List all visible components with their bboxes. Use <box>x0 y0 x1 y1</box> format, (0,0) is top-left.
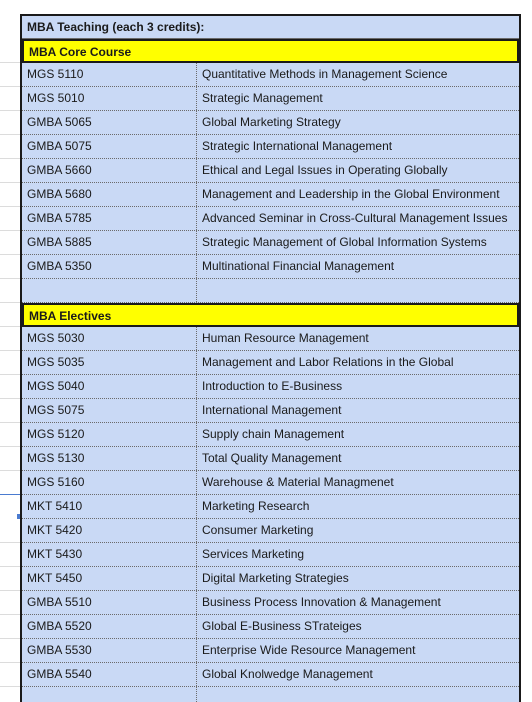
table-row[interactable] <box>22 375 519 399</box>
table-row[interactable] <box>22 135 519 159</box>
course-code-cell[interactable]: GMBA 5660 <box>22 159 197 182</box>
course-code-cell[interactable]: GMBA 5075 <box>22 135 197 158</box>
course-name-cell[interactable]: Global Knolwedge Management <box>202 667 373 681</box>
electives-section-label[interactable]: MBA Electives <box>29 309 112 323</box>
gridline <box>0 686 20 687</box>
table-row[interactable] <box>22 519 519 543</box>
gridline <box>0 662 20 663</box>
course-name-cell[interactable]: Multinational Financial Management <box>202 259 395 273</box>
table-row[interactable] <box>22 399 519 423</box>
gridline <box>0 470 20 471</box>
course-code-cell[interactable]: MGS 5075 <box>22 399 197 422</box>
table-row[interactable] <box>22 591 519 615</box>
core-section-header[interactable] <box>22 39 519 63</box>
empty-row[interactable] <box>22 687 519 702</box>
table-row[interactable] <box>22 447 519 471</box>
course-code-cell[interactable]: GMBA 5510 <box>22 591 197 614</box>
table-title[interactable]: MBA Teaching (each 3 credits): <box>27 20 205 34</box>
course-code-cell[interactable]: GMBA 5540 <box>22 663 197 686</box>
course-code-cell[interactable]: MGS 5010 <box>22 87 197 110</box>
course-name-cell[interactable]: Services Marketing <box>202 547 305 561</box>
empty-cell[interactable] <box>22 687 197 702</box>
gridline <box>0 422 20 423</box>
gridline <box>0 86 20 87</box>
gridline <box>0 110 20 111</box>
electives-section-header[interactable] <box>22 303 519 327</box>
course-name-cell[interactable]: Management and Labor Relations in the Global <box>202 355 454 369</box>
course-code-cell[interactable]: MKT 5450 <box>22 567 197 590</box>
table-row[interactable] <box>22 471 519 495</box>
course-name-cell[interactable]: Marketing Research <box>202 499 310 513</box>
course-code-cell[interactable]: MGS 5040 <box>22 375 197 398</box>
course-name-cell[interactable]: Ethical and Legal Issues in Operating Globally <box>202 163 448 177</box>
course-name-cell[interactable]: Business Process Innovation & Management <box>202 595 441 609</box>
course-name-cell[interactable]: Strategic Management <box>202 91 323 105</box>
course-name-cell[interactable]: Strategic International Management <box>202 139 393 153</box>
course-code-cell[interactable]: GMBA 5885 <box>22 231 197 254</box>
course-name-cell[interactable]: Consumer Marketing <box>202 523 314 537</box>
course-name-cell[interactable]: Digital Marketing Strategies <box>202 571 349 585</box>
gridline <box>0 230 20 231</box>
course-code-cell[interactable]: GMBA 5785 <box>22 207 197 230</box>
gridline <box>0 638 20 639</box>
table-row[interactable] <box>22 183 519 207</box>
gridline <box>0 542 20 543</box>
course-code-cell[interactable]: GMBA 5065 <box>22 111 197 134</box>
course-name-cell[interactable]: Introduction to E-Business <box>202 379 343 393</box>
empty-cell[interactable] <box>22 279 197 302</box>
course-code-cell[interactable]: MGS 5030 <box>22 327 197 350</box>
table-row[interactable] <box>22 663 519 687</box>
course-name-cell[interactable]: Strategic Management of Global Information Systems <box>202 235 487 249</box>
course-name-cell[interactable]: Human Resource Management <box>202 331 369 345</box>
core-section-label[interactable]: MBA Core Course <box>29 45 132 59</box>
course-code-cell[interactable]: MKT 5410 <box>22 495 197 518</box>
gridline <box>0 62 20 63</box>
table-row[interactable] <box>22 255 519 279</box>
gridline <box>0 134 20 135</box>
table-row[interactable] <box>22 543 519 567</box>
gridline <box>0 350 20 351</box>
course-code-cell[interactable]: MGS 5110 <box>22 63 197 86</box>
course-name-cell[interactable]: International Management <box>202 403 342 417</box>
table-row[interactable] <box>22 423 519 447</box>
course-code-cell[interactable]: MGS 5160 <box>22 471 197 494</box>
table-row[interactable] <box>22 63 519 87</box>
course-code-cell[interactable]: GMBA 5520 <box>22 615 197 638</box>
gridline <box>0 614 20 615</box>
mba-course-table <box>20 14 521 702</box>
gridline <box>0 206 20 207</box>
course-name-cell[interactable]: Advanced Seminar in Cross-Cultural Management Issues <box>202 211 508 225</box>
table-row[interactable] <box>22 111 519 135</box>
course-name-cell[interactable]: Enterprise Wide Resource Management <box>202 643 416 657</box>
course-name-cell[interactable]: Warehouse & Material Managmenet <box>202 475 394 489</box>
course-name-cell[interactable]: Global E-Business STrateiges <box>202 619 362 633</box>
course-name-cell[interactable]: Quantitative Methods in Management Science <box>202 67 448 81</box>
course-name-cell[interactable]: Management and Leadership in the Global Environment <box>202 187 500 201</box>
table-row[interactable] <box>22 207 519 231</box>
course-name-cell[interactable]: Supply chain Management <box>202 427 345 441</box>
left-column-gridlines <box>0 0 20 702</box>
course-code-cell[interactable]: MGS 5035 <box>22 351 197 374</box>
table-row[interactable] <box>22 567 519 591</box>
course-code-cell[interactable]: GMBA 5350 <box>22 255 197 278</box>
table-row[interactable] <box>22 639 519 663</box>
gridline <box>0 446 20 447</box>
gridline <box>0 302 20 303</box>
course-name-cell[interactable]: Global Marketing Strategy <box>202 115 341 129</box>
table-row[interactable] <box>22 615 519 639</box>
course-code-cell[interactable]: MKT 5430 <box>22 543 197 566</box>
course-code-cell[interactable]: GMBA 5530 <box>22 639 197 662</box>
course-name-cell[interactable]: Total Quality Management <box>202 451 342 465</box>
empty-row[interactable] <box>22 279 519 303</box>
course-code-cell[interactable]: MGS 5120 <box>22 423 197 446</box>
gridline <box>0 158 20 159</box>
table-row[interactable] <box>22 87 519 111</box>
table-row[interactable] <box>22 351 519 375</box>
course-code-cell[interactable]: MGS 5130 <box>22 447 197 470</box>
gridline <box>0 182 20 183</box>
table-title-row[interactable] <box>22 16 519 39</box>
selection-border <box>0 494 20 495</box>
table-row[interactable] <box>22 231 519 255</box>
gridline <box>0 326 20 327</box>
gridline <box>0 590 20 591</box>
course-code-cell[interactable]: MKT 5420 <box>22 519 197 542</box>
empty-cell[interactable] <box>197 687 519 702</box>
gridline <box>0 374 20 375</box>
gridline <box>0 254 20 255</box>
empty-cell[interactable] <box>197 279 519 302</box>
table-row[interactable] <box>22 327 519 351</box>
course-code-cell[interactable]: GMBA 5680 <box>22 183 197 206</box>
table-row[interactable] <box>22 159 519 183</box>
gridline <box>0 398 20 399</box>
gridline <box>0 278 20 279</box>
table-row[interactable] <box>22 495 519 519</box>
gridline <box>0 566 20 567</box>
